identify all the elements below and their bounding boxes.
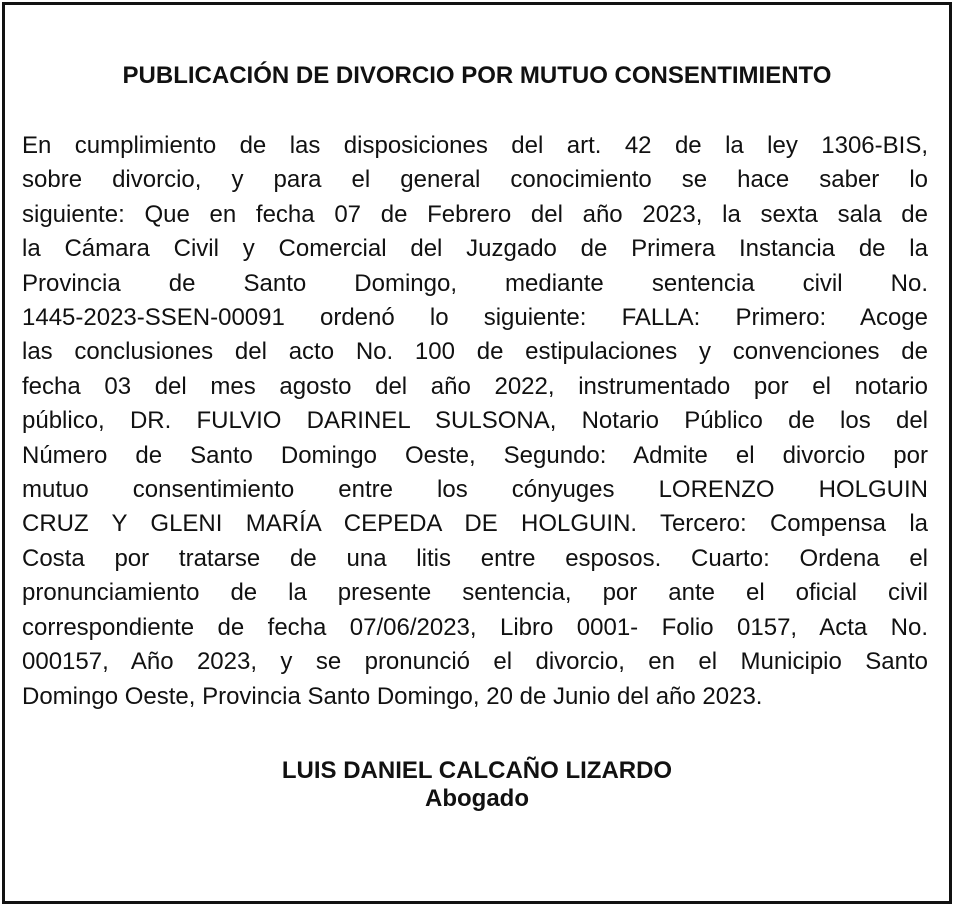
body-line: Domingo Oeste, Provincia Santo Domingo, 20 de Junio del año 2023. <box>22 682 763 710</box>
notice-title: PUBLICACIÓN DE DIVORCIO POR MUTUO CONSENTIMIENTO <box>122 62 832 89</box>
body-line: las conclusiones del acto No. 100 de estipulaciones y convenciones de <box>22 338 928 366</box>
notice-frame <box>2 2 952 904</box>
body-line: pronunciamiento de la presente sentencia, por ante el oficial civil <box>22 579 928 607</box>
body-line: 000157, Año 2023, y se pronunció el divorcio, en el Municipio Santo <box>22 648 928 676</box>
signatory-role: Abogado <box>425 785 529 812</box>
body-line: siguiente: Que en fecha 07 de Febrero del año 2023, la sexta sala de <box>22 200 928 228</box>
body-line: CRUZ Y GLENI MARÍA CEPEDA DE HOLGUIN. Tercero: Compensa la <box>22 510 928 538</box>
body-line: Provincia de Santo Domingo, mediante sentencia civil No. <box>22 269 928 297</box>
body-line: fecha 03 del mes agosto del año 2022, instrumentado por el notario <box>22 372 928 400</box>
body-line: 1445-2023-SSEN-00091 ordenó lo siguiente: FALLA: Primero: Acoge <box>22 304 928 332</box>
body-line: Número de Santo Domingo Oeste, Segundo: Admite el divorcio por <box>22 441 928 469</box>
body-line: correspondiente de fecha 07/06/2023, Libro 0001- Folio 0157, Acta No. <box>22 613 928 641</box>
body-line: público, DR. FULVIO DARINEL SULSONA, Notario Público de los del <box>22 407 928 435</box>
body-line: Costa por tratarse de una litis entre esposos. Cuarto: Ordena el <box>22 544 928 572</box>
body-line: mutuo consentimiento entre los cónyuges LORENZO HOLGUIN <box>22 476 928 504</box>
notice-body <box>22 129 928 714</box>
body-line: sobre divorcio, y para el general conocimiento se hace saber lo <box>22 166 928 194</box>
body-line: la Cámara Civil y Comercial del Juzgado de Primera Instancia de la <box>22 235 928 263</box>
signature-block <box>5 757 949 813</box>
signatory-name: LUIS DANIEL CALCAÑO LIZARDO <box>281 757 673 784</box>
body-line: En cumplimiento de las disposiciones del art. 42 de la ley 1306-BIS, <box>22 132 928 159</box>
